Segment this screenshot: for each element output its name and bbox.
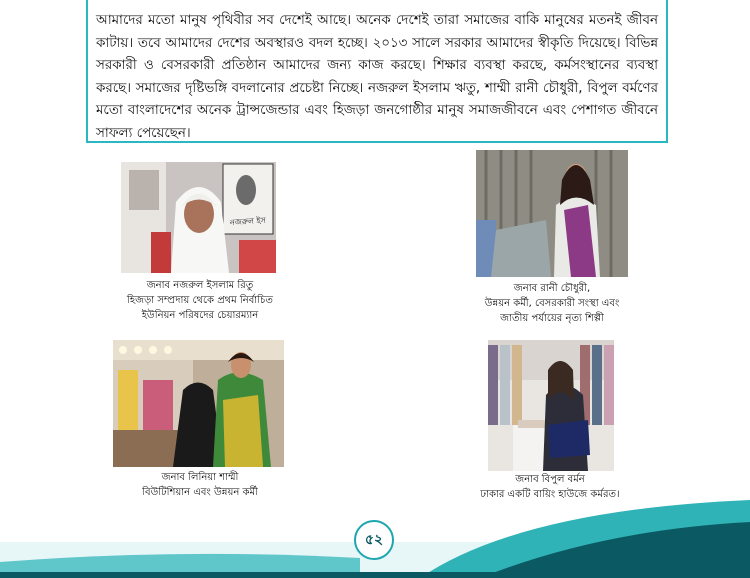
caption-4-line2: ঢাকার একটি বায়িং হাউজে কর্মরত।: [480, 489, 620, 500]
intro-text-box: [86, 0, 668, 143]
caption-3-name: জনাব লিনিয়া শাম্মী: [161, 472, 239, 483]
caption-2: [440, 281, 664, 326]
photo-rani-chowdhury: [476, 150, 628, 277]
intro-paragraph: আমাদের মতো মানুষ পৃথিবীর সব দেশেই আছে। অনেক দেশেই তারা সমাজের বাকি মানুষের মতনই জীবন কাটায়। তবে আমাদের দেশের অবস্থারও বদল হচ্ছে। ২০১৩ সালে সরকার আমাদের স্বীকৃতি দিয়েছে। বিভিন্ন সরকারী ও বেসরকারী প্রতিষ্ঠান আমাদের জন্য কাজ করছে। শিক্ষার ব্যবস্থা করছে, কর্মসংস্থানের ব্যবস্থা করছে। সমাজের দৃষ্টিভঙ্গি বদলানোর প্রচেষ্টা নিচ্ছে। নজরুল ইসলাম ঋতু, শাম্মী রানী চৌধুরী, বিপুল বর্মণের মতো বাংলাদেশের অনেক ট্রান্সজেন্ডার এবং হিজড়া জনগোষ্ঠীর মানুষ সমাজজীবনে এবং পেশাগত জীবনে সাফল্য পেয়েছেন।: [96, 13, 658, 141]
caption-2-name: জনাব রানী চৌধুরী,: [513, 283, 591, 294]
caption-1-name: জনাব নজরুল ইসলাম রিতু: [146, 280, 254, 291]
caption-1: [90, 278, 310, 323]
caption-1-line3: ইউনিয়ন পরিষদের চেয়ারম্যান: [141, 310, 259, 321]
caption-2-line2: উন্নয়ন কর্মী, বেসরকারী সংস্থা এবং: [484, 298, 620, 309]
caption-3: [100, 470, 300, 500]
photo-linia-shammi: [113, 340, 284, 467]
photo-nazrul-islam-ritu: [121, 162, 276, 273]
caption-1-line2: হিজড়া সম্প্রদায় থেকে প্রথম নির্বাচিত: [127, 295, 273, 306]
poster-text: নজরুল ইস: [229, 215, 267, 228]
photo-bipul-barman: [488, 340, 614, 471]
caption-3-line2: বিউটিশিয়ান এবং উন্নয়ন কর্মী: [142, 487, 258, 498]
caption-4: [450, 472, 650, 502]
caption-2-line3: জাতীয় পর্যায়ের নৃত্য শিল্পী: [500, 313, 604, 324]
page-number: ৫২: [354, 520, 394, 560]
caption-4-name: জনাব বিপুল বর্মন: [515, 474, 585, 485]
